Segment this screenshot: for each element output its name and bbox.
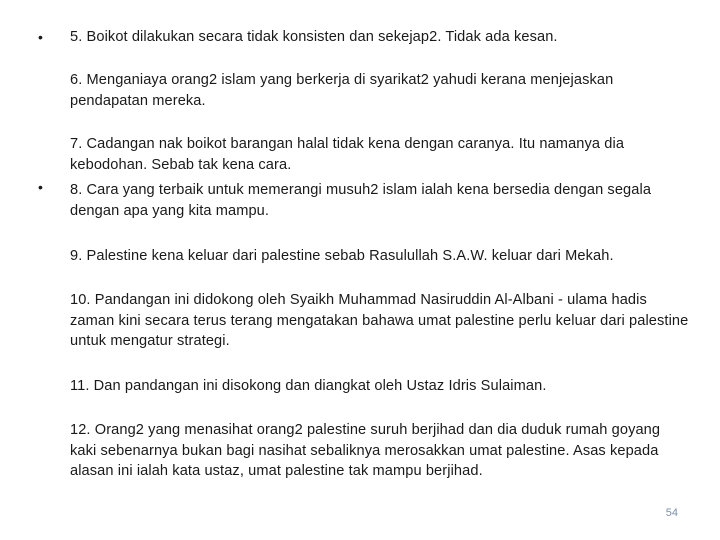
paragraph-11: 11. Dan pandangan ini disokong dan diangkat oleh Ustaz Idris Sulaiman. bbox=[70, 378, 547, 394]
bullet-marker-2: • bbox=[38, 179, 43, 195]
page-number: 54 bbox=[665, 507, 678, 519]
paragraph-8: 8. Cara yang terbaik untuk memerangi musuh2 islam ialah kena bersedia dengan segala dengan apa yang kita mampu. bbox=[70, 182, 652, 219]
bullet-marker-1: • bbox=[38, 29, 43, 45]
paragraph-7: 7. Cadangan nak boikot barangan halal tidak kena dengan caranya. Itu namanya dia kebodohan. Sebab tak kena cara. bbox=[70, 136, 625, 173]
paragraph-10: 10. Pandangan ini didokong oleh Syaikh Muhammad Nasiruddin Al-Albani - ulama hadis zaman kini secara terus terang mengatakan bahawa umat palestine perlu keluar dari palestine untuk mengatur strategi. bbox=[70, 292, 689, 349]
paragraph-9: 9. Palestine kena keluar dari palestine sebab Rasulullah S.A.W. keluar dari Mekah. bbox=[70, 248, 614, 264]
paragraph-12: 12. Orang2 yang menasihat orang2 palestine suruh berjihad dan dia duduk rumah goyang kaki sebenarnya bukan bagi nasihat sebaliknya merosakkan umat palestine. Asas kepada alasan ini ialah kata ustaz, umat palestine tak mampu berjihad. bbox=[70, 422, 661, 479]
paragraph-6: 6. Menganiaya orang2 islam yang berkerja di syarikat2 yahudi kerana menjejaskan pendapatan mereka. bbox=[70, 72, 614, 109]
paragraph-5: 5. Boikot dilakukan secara tidak konsisten dan sekejap2. Tidak ada kesan. bbox=[70, 29, 558, 45]
